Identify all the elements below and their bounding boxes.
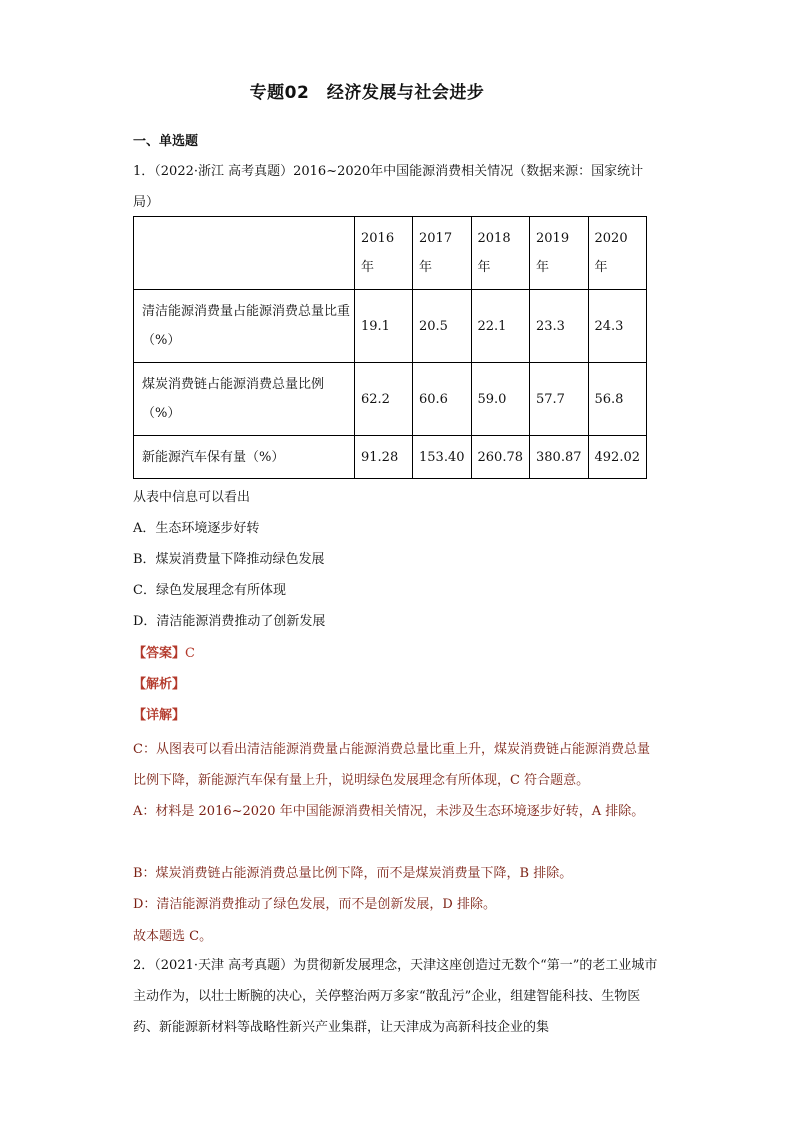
explanation-d: D：清洁能源消费推动了绿色发展，而不是创新发展，D 排除。 [133,897,496,912]
table-row [134,290,647,363]
question-2-stem: 2．（2021·天津 高考真题）为贯彻新发展理念，天津这座创造过无数个“第一”的老工业城市主动作为，以壮士断腕的决心，关停整治两万多家“散乱污”企业，组建智能科技、生物医药、新能源新材料等战略性新兴产业集群，让天津成为高新科技企业的集 [133,958,658,1035]
table-row-label: 煤炭消费链占能源消费总量比例（%） [134,363,355,436]
table-cell: 91.28 [355,436,413,479]
table-row-label: 新能源汽车保有量（%） [134,436,355,479]
table-cell: 260.78 [471,436,530,479]
option-d: D．清洁能源消费推动了创新发展 [133,614,326,629]
table-cell: 23.3 [530,290,589,363]
section-heading: 一、单选题 [133,134,199,149]
table-header-cell [134,217,355,290]
table-cell: 60.6 [413,363,472,436]
table-header-cell: 2019年 [530,217,589,290]
answer-value: C [185,646,195,661]
table-cell: 19.1 [355,290,413,363]
table-cell: 380.87 [530,436,589,479]
energy-table [133,216,647,479]
table-header-cell: 2018年 [471,217,530,290]
table-header-cell: 2017年 [413,217,472,290]
question-1-prompt: 从表中信息可以看出 [133,490,251,505]
explanation-c: C：从图表可以看出清洁能源消费量占能源消费总量比重上升，煤炭消费链占能源消费总量比例下降，新能源汽车保有量上升，说明绿色发展理念有所体现，C 符合题意。 [133,742,650,788]
conclusion: 故本题选 C。 [133,929,213,944]
detail-label: 【详解】 [133,708,186,723]
table-cell: 153.40 [413,436,472,479]
table-cell: 20.5 [413,290,472,363]
table-row-label: 清洁能源消费量占能源消费总量比重（%） [134,290,355,363]
table-header-cell: 2016年 [355,217,413,290]
table-header-cell: 2020年 [588,217,647,290]
option-c: C．绿色发展理念有所体现 [133,583,286,598]
analysis-label: 【解析】 [133,677,186,692]
option-b: B．煤炭消费量下降推动绿色发展 [133,552,325,567]
explanation-b: B：煤炭消费链占能源消费总量比例下降，而不是煤炭消费量下降，B 排除。 [133,866,573,881]
table-cell: 56.8 [588,363,647,436]
table-header-row [134,217,647,290]
table-cell: 59.0 [471,363,530,436]
page-title: 专题02 经济发展与社会进步 [249,83,485,103]
answer-line [133,642,195,661]
table-cell: 492.02 [588,436,647,479]
table-row [134,363,647,436]
option-a: A．生态环境逐步好转 [133,521,260,536]
answer-label: 【答案】 [133,646,186,661]
table-cell: 57.7 [530,363,589,436]
table-cell: 62.2 [355,363,413,436]
table-cell: 24.3 [588,290,647,363]
question-1-stem: 1．（2022·浙江 高考真题）2016~2020年中国能源消费相关情况（数据来源：国家统计局） [133,164,644,210]
table-row [134,436,647,479]
explanation-a: A：材料是 2016~2020 年中国能源消费相关情况，未涉及生态环境逐步好转，A 排除。 [133,804,645,819]
table-cell: 22.1 [471,290,530,363]
